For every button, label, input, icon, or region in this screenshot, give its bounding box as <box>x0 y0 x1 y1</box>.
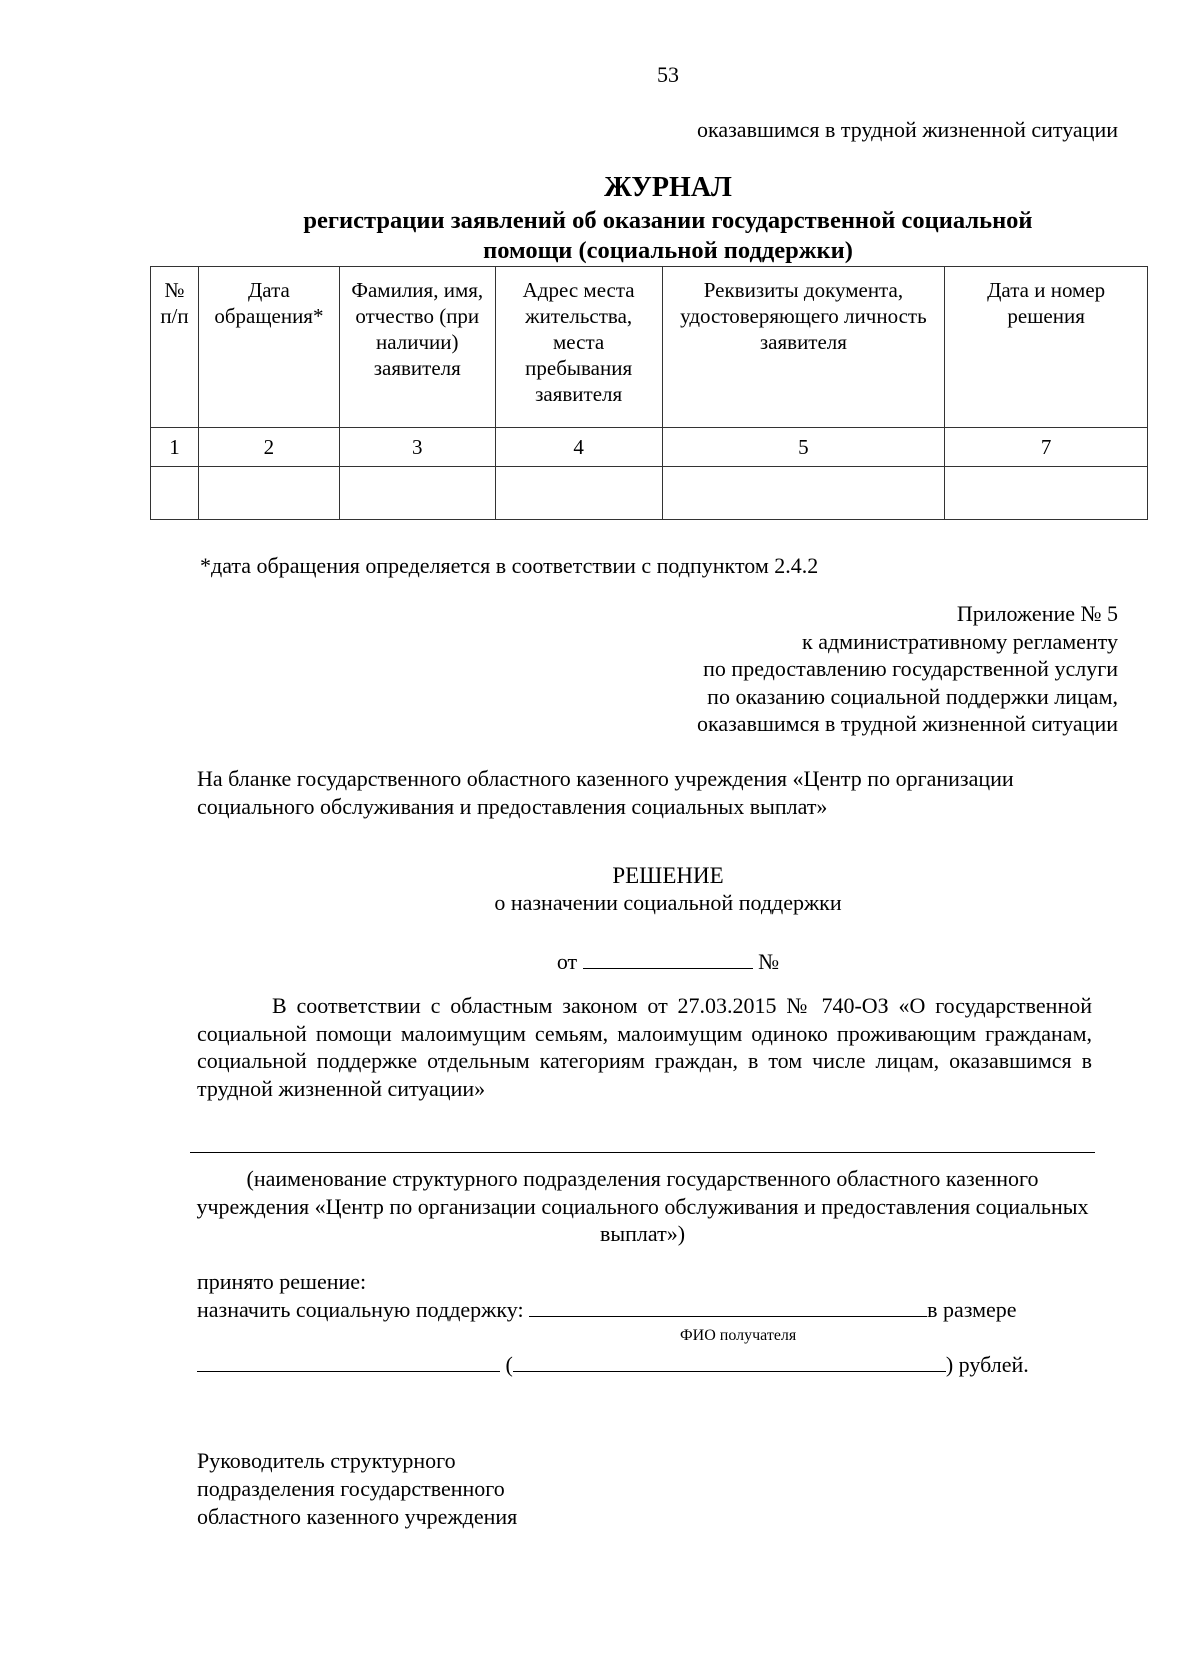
paren-open: ( <box>505 1352 513 1377</box>
appendix-line: Приложение № 5 <box>956 601 1118 626</box>
number-label: № <box>758 949 780 974</box>
table-row <box>151 467 1148 520</box>
page-number: 53 <box>657 62 679 87</box>
signature-line: Руководитель структурного <box>197 1448 456 1473</box>
previous-appendix-tail: оказавшимся в трудной жизненной ситуации <box>697 117 1118 142</box>
column-number-cell: 3 <box>339 428 495 467</box>
assign-support-row <box>197 1296 1097 1323</box>
column-number-cell: 2 <box>198 428 339 467</box>
amount-digits-blank-field[interactable] <box>197 1351 500 1372</box>
amount-words-blank-field[interactable] <box>513 1351 946 1372</box>
legal-basis-paragraph <box>197 992 1092 1102</box>
table-column-numbers-row <box>151 428 1148 467</box>
empty-cell <box>495 467 662 520</box>
recipient-name-blank-field[interactable] <box>529 1296 927 1317</box>
unit-name-blank-line[interactable] <box>190 1152 1095 1153</box>
empty-cell <box>151 467 199 520</box>
unit-name-caption: (наименование структурного подразделения государственного областного казенного учреждения «Центр по организации социального обслуживания и предоставления социальных выплат») <box>196 1166 1089 1246</box>
legal-basis-text: В соответствии с областным законом от 27.03.2015 № 740-ОЗ «О государственной социальной помощи малоимущим семьям, малоимущим одиноко проживающим гражданам, социальной поддержке отдельным категориям граждан, в том числе лицам, оказавшимся в трудной жизненной ситуации» <box>197 993 1092 1101</box>
journal-title: ЖУРНАЛ <box>604 172 732 203</box>
column-number-cell: 5 <box>662 428 945 467</box>
signature-line: областного казенного учреждения <box>197 1504 518 1529</box>
header-cell-name: Фамилия, имя, отчество (при наличии) заявителя <box>339 267 495 428</box>
header-cell-document: Реквизиты документа, удостоверяющего личность заявителя <box>662 267 945 428</box>
decision-date-number-line <box>0 948 1200 975</box>
empty-cell <box>945 467 1148 520</box>
empty-cell <box>198 467 339 520</box>
column-number-cell: 7 <box>945 428 1148 467</box>
table-header-row <box>151 267 1148 428</box>
header-cell-decision: Дата и номер решения <box>945 267 1148 428</box>
appendix-header <box>697 600 1118 738</box>
column-number-cell: 1 <box>151 428 199 467</box>
rubles-suffix: ) рублей. <box>945 1352 1029 1377</box>
letterhead-note: На бланке государственного областного казенного учреждения «Центр по организации социального обслуживания и предоставления социальных выплат» <box>197 766 1014 819</box>
from-label: от <box>556 949 578 974</box>
date-blank-field[interactable] <box>583 948 753 969</box>
appendix-line: по оказанию социальной поддержки лицам, <box>707 683 1118 709</box>
decision-accepted-label: принято решение: <box>197 1269 367 1294</box>
header-cell-number: № п/п <box>151 267 199 428</box>
amount-row <box>197 1351 1097 1378</box>
journal-subtitle-line1: регистрации заявлений об оказании государственной социальной <box>303 207 1033 234</box>
header-cell-address: Адрес места жительства, места пребывания заявителя <box>495 267 662 428</box>
signature-line: подразделения государственного <box>197 1476 505 1501</box>
in-amount-label: в размере <box>927 1297 1017 1322</box>
decision-subtitle: о назначении социальной поддержки <box>494 890 842 915</box>
journal-subtitle <box>240 206 1096 266</box>
header-cell-date: Дата обращения* <box>198 267 339 428</box>
appendix-line: к административному регламенту <box>802 628 1118 654</box>
empty-cell <box>662 467 945 520</box>
journal-subtitle-line2: помощи (социальной поддержки) <box>483 237 853 264</box>
recipient-name-caption: ФИО получателя <box>680 1327 797 1344</box>
journal-table <box>150 266 1148 520</box>
footnote: *дата обращения определяется в соответствии с подпунктом 2.4.2 <box>200 553 819 578</box>
appendix-line: по предоставлению государственной услуги <box>703 656 1118 681</box>
assign-support-label: назначить социальную поддержку: <box>197 1297 524 1322</box>
empty-cell <box>339 467 495 520</box>
decision-title: РЕШЕНИЕ <box>612 863 724 888</box>
column-number-cell: 4 <box>495 428 662 467</box>
signature-block <box>197 1447 517 1531</box>
appendix-line: оказавшимся в трудной жизненной ситуации <box>697 711 1118 736</box>
